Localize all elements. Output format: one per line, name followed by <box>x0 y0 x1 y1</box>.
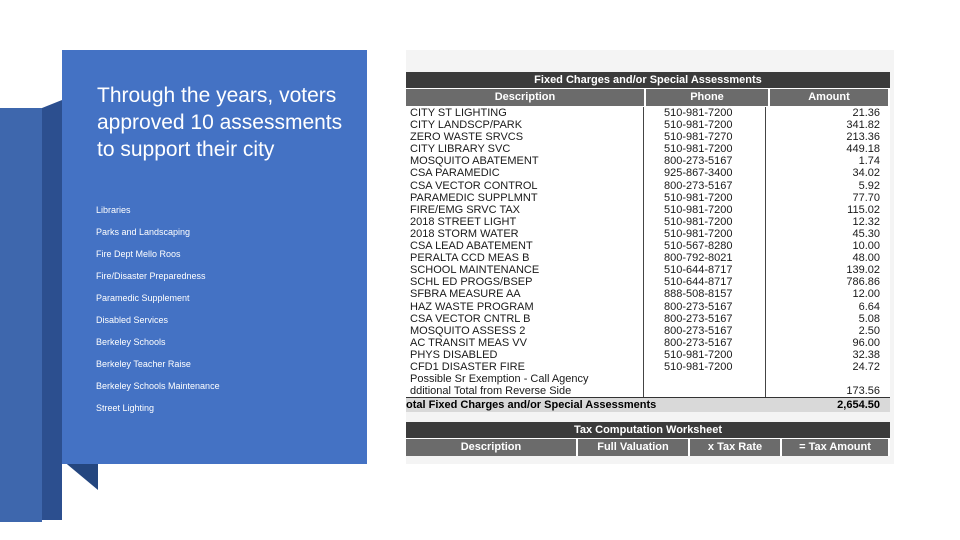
row-amount: 5.08 <box>858 312 880 325</box>
row-amount: 12.32 <box>852 215 880 228</box>
row-description: CITY LIBRARY SVC <box>406 143 644 155</box>
table-body <box>406 107 890 397</box>
row-phone: 510-981-7200 <box>644 361 766 373</box>
worksheet-header-rate: x Tax Rate <box>690 439 782 456</box>
table-row <box>406 192 890 204</box>
table-row <box>406 155 890 167</box>
list-item: Berkeley Schools Maintenance <box>96 381 220 391</box>
row-phone <box>644 373 766 385</box>
row-description: SFBRA MEASURE AA <box>406 288 644 300</box>
worksheet-header <box>406 438 890 456</box>
table-title: Fixed Charges and/or Special Assessments <box>406 72 890 88</box>
list-item: Libraries <box>96 205 131 215</box>
row-description: 2018 STREET LIGHT <box>406 216 644 228</box>
decorative-band <box>0 108 42 522</box>
row-amount: 139.02 <box>846 264 880 277</box>
row-amount: 48.00 <box>852 252 880 265</box>
row-description: ZERO WASTE SRVCS <box>406 131 644 143</box>
worksheet-title: Tax Computation Worksheet <box>406 422 890 438</box>
total-amount: 2,654.50 <box>837 399 880 412</box>
table-row <box>406 180 890 192</box>
worksheet-header-valuation: Full Valuation <box>578 439 690 456</box>
row-description: dditional Total from Reverse Side <box>406 385 644 397</box>
row-description: SCHL ED PROGS/BSEP <box>406 276 644 288</box>
list-item: Paramedic Supplement <box>96 293 190 303</box>
table-row <box>406 301 890 313</box>
list-item: Berkeley Teacher Raise <box>96 359 191 369</box>
row-description: PHYS DISABLED <box>406 349 644 361</box>
row-description: CSA VECTOR CONTROL <box>406 180 644 192</box>
row-amount: 96.00 <box>852 336 880 349</box>
table-gap <box>406 412 890 422</box>
worksheet-header-tax-amount: = Tax Amount <box>782 439 890 456</box>
row-phone: 800-273-5167 <box>644 337 766 349</box>
table-row <box>406 385 890 397</box>
row-phone: 510-981-7200 <box>644 192 766 204</box>
row-description: PARAMEDIC SUPPLMNT <box>406 192 644 204</box>
row-description: HAZ WASTE PROGRAM <box>406 301 644 313</box>
row-phone: 510-981-7200 <box>644 107 766 119</box>
list-item: Fire/Disaster Preparedness <box>96 271 206 281</box>
row-phone: 510-981-7200 <box>644 143 766 155</box>
row-phone: 800-792-8021 <box>644 252 766 264</box>
table-row <box>406 276 890 288</box>
row-amount: 173.56 <box>846 385 880 398</box>
row-phone: 800-273-5167 <box>644 180 766 192</box>
row-description: CSA PARAMEDIC <box>406 167 644 179</box>
table-row <box>406 119 890 131</box>
list-item: Berkeley Schools <box>96 337 166 347</box>
table-row <box>406 373 890 385</box>
table-row <box>406 204 890 216</box>
list-item: Street Lighting <box>96 403 155 413</box>
row-description: CFD1 DISASTER FIRE <box>406 361 644 373</box>
table-row <box>406 252 890 264</box>
table-header <box>406 88 890 107</box>
table-row <box>406 131 890 143</box>
row-amount: 32.38 <box>852 348 880 361</box>
row-phone: 510-981-7200 <box>644 216 766 228</box>
row-description: CITY LANDSCP/PARK <box>406 119 644 131</box>
table-row <box>406 264 890 276</box>
row-phone <box>644 385 766 397</box>
row-phone: 800-273-5167 <box>644 301 766 313</box>
row-amount: 34.02 <box>852 167 880 180</box>
table-row <box>406 143 890 155</box>
row-phone: 800-273-5167 <box>644 313 766 325</box>
row-amount: 449.18 <box>846 143 880 156</box>
row-amount: 786.86 <box>846 276 880 289</box>
row-amount <box>766 373 890 385</box>
table-row <box>406 313 890 325</box>
table-row <box>406 288 890 300</box>
row-phone: 510-644-8717 <box>644 276 766 288</box>
table-row <box>406 361 890 373</box>
row-amount: 2.50 <box>858 324 880 337</box>
row-description: CSA LEAD ABATEMENT <box>406 240 644 252</box>
row-phone: 510-981-7200 <box>644 119 766 131</box>
row-description: FIRE/EMG SRVC TAX <box>406 204 644 216</box>
assessment-table <box>406 72 890 456</box>
row-phone: 510-567-8280 <box>644 240 766 252</box>
row-description: CSA VECTOR CNTRL B <box>406 313 644 325</box>
row-amount: 5.92 <box>858 179 880 192</box>
row-description: Possible Sr Exemption - Call Agency <box>406 373 644 385</box>
row-amount: 213.36 <box>846 131 880 144</box>
row-phone: 510-981-7200 <box>644 228 766 240</box>
decorative-shadow-tail <box>62 460 98 490</box>
row-phone: 925-867-3400 <box>644 167 766 179</box>
column-header-description: Description <box>406 89 646 106</box>
table-row <box>406 337 890 349</box>
table-row <box>406 107 890 119</box>
row-description: MOSQUITO ASSESS 2 <box>406 325 644 337</box>
worksheet-header-description: Description <box>406 439 578 456</box>
column-header-amount: Amount <box>770 89 890 106</box>
table-row <box>406 349 890 361</box>
row-description: CITY ST LIGHTING <box>406 107 644 119</box>
row-description: PERALTA CCD MEAS B <box>406 252 644 264</box>
row-amount: 21.36 <box>852 107 880 119</box>
column-header-phone: Phone <box>646 89 770 106</box>
row-amount: 341.82 <box>846 119 880 132</box>
list-item: Parks and Landscaping <box>96 227 191 237</box>
row-amount: 24.72 <box>852 360 880 373</box>
row-description: 2018 STORM WATER <box>406 228 644 240</box>
row-phone: 510-981-7200 <box>644 349 766 361</box>
row-amount: 1.74 <box>858 155 880 168</box>
row-description: AC TRANSIT MEAS VV <box>406 337 644 349</box>
row-description: SCHOOL MAINTENANCE <box>406 264 644 276</box>
row-amount: 12.00 <box>852 288 880 301</box>
list-item: Fire Dept Mello Roos <box>96 249 181 259</box>
assessment-list <box>96 204 220 424</box>
row-phone: 888-508-8157 <box>644 288 766 300</box>
table-row <box>406 216 890 228</box>
total-label: otal Fixed Charges and/or Special Assessments <box>406 399 657 412</box>
row-amount: 77.70 <box>852 191 880 204</box>
row-amount: 6.64 <box>858 300 880 313</box>
row-amount: 45.30 <box>852 227 880 240</box>
table-row <box>406 240 890 252</box>
row-phone: 510-644-8717 <box>644 264 766 276</box>
row-amount: 115.02 <box>847 203 880 216</box>
slide-title: Through the years, voters approved 10 assessments to support their city <box>97 84 343 161</box>
table-row <box>406 167 890 179</box>
row-phone: 800-273-5167 <box>644 155 766 167</box>
table-row <box>406 325 890 337</box>
row-amount: 10.00 <box>852 240 880 253</box>
table-row <box>406 228 890 240</box>
total-row <box>406 397 890 412</box>
row-phone: 800-273-5167 <box>644 325 766 337</box>
list-item: Disabled Services <box>96 315 169 325</box>
row-phone: 510-981-7270 <box>644 131 766 143</box>
row-description: MOSQUITO ABATEMENT <box>406 155 644 167</box>
tax-bill-image <box>406 50 894 464</box>
row-phone: 510-981-7200 <box>644 204 766 216</box>
